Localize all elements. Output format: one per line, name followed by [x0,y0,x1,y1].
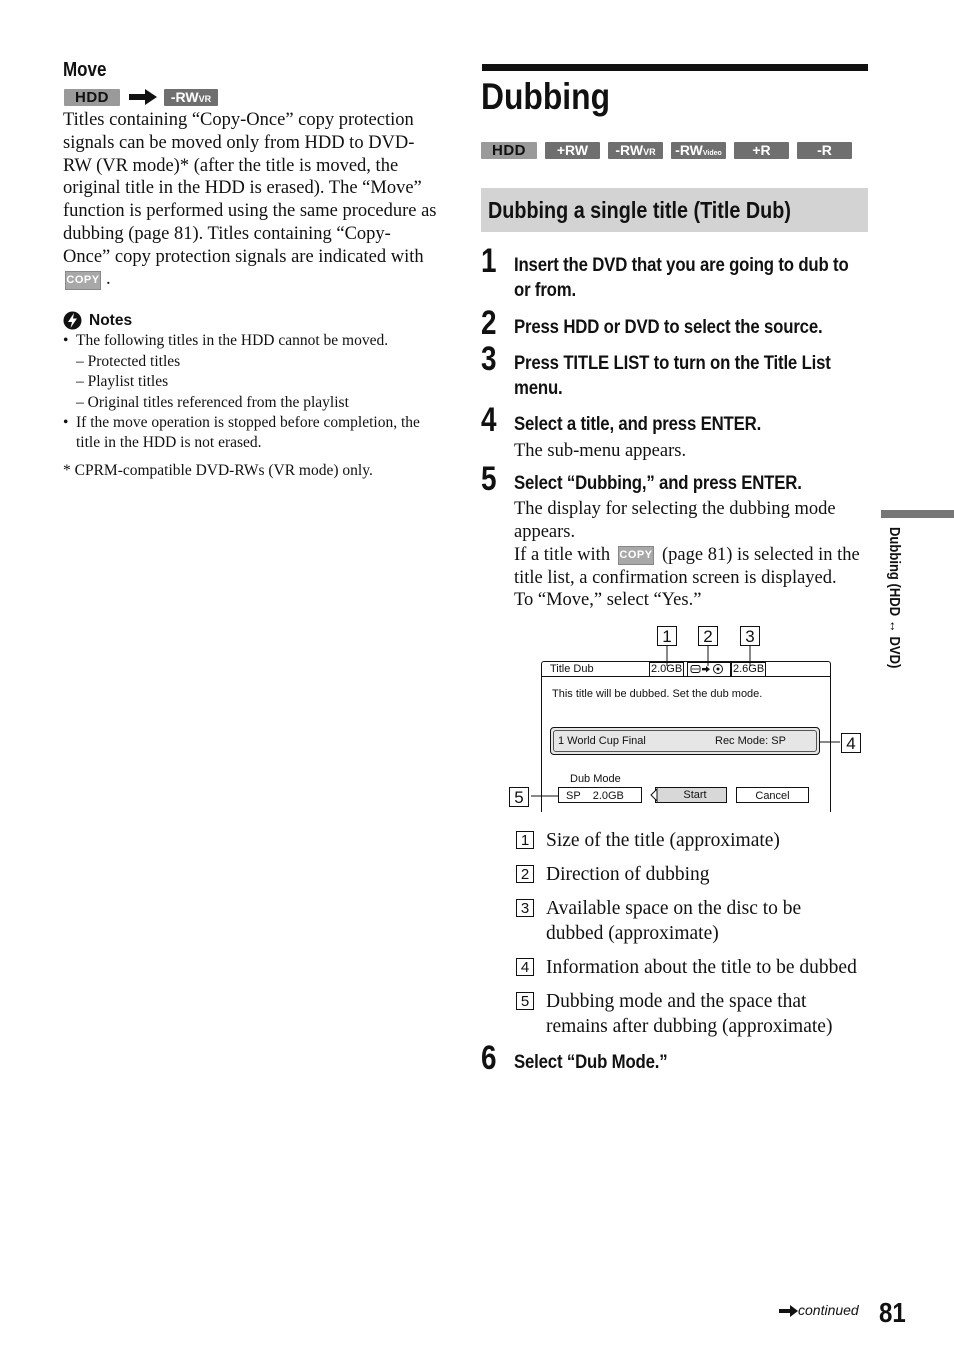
side-tab-label: Dubbing (HDD ↔ DVD) [886,527,902,669]
step-body: The sub-menu appears. [514,441,687,461]
rwvr-badge-main: -RW [615,142,644,158]
copy-badge: COPY [65,271,101,290]
move-line: original title in the HDD is erased). The “Move” [63,178,422,199]
start-button[interactable]: Start [683,789,707,801]
page-title: Dubbing [481,76,611,117]
step-body: To “Move,” select “Yes.” [514,590,702,610]
copy-badge: COPY [618,546,654,565]
step-body: The display for selecting the dubbing mode [514,499,836,519]
note-bullet: • [63,414,69,431]
screen-title-bar-line [541,676,831,677]
continued-arrow-icon [779,1305,799,1317]
note-subitem: – Playlist titles [76,373,169,390]
notes-heading: Notes [89,312,133,329]
plus-r-badge: +R [734,142,789,159]
legend-number: 1 [516,831,534,849]
note-text: If the move operation is stopped before completion, the [76,414,420,431]
step-number: 5 [481,460,497,498]
step-number: 4 [481,401,497,439]
rwvideo-badge-sub: Video [702,150,722,157]
step-heading [514,351,882,401]
title-size: 2.0GB [651,663,683,675]
step-heading: Select “Dub Mode.” [514,1051,668,1073]
legend-text: Size of the title (approximate) [546,830,780,851]
callout-2: 2 [698,626,718,646]
legend-number: 4 [516,958,534,976]
step-body: (page 81) is selected in the [662,545,860,565]
note-text: title in the HDD is not erased. [76,434,262,451]
move-line: dubbing (page 81). Titles containing “Copy- [63,223,391,244]
step-number: 6 [481,1039,497,1077]
legend-text: Direction of dubbing [546,864,710,885]
rec-mode: Rec Mode: SP [715,735,786,747]
hdd-badge: HDD [64,89,120,106]
minus-r-badge: -R [797,142,852,159]
step-body: appears. [514,522,576,542]
callout-3: 3 [740,626,760,646]
notes-icon [63,311,82,330]
screen-message: This title will be dubbed. Set the dub mode. [552,688,763,700]
note-subitem: – Original titles referenced from the playlist [76,394,349,411]
step-body: title list, a confirmation screen is displayed. [514,568,837,588]
plus-rw-badge: +RW [545,142,600,159]
note-text: The following titles in the HDD cannot be moved. [76,332,389,349]
title-name: 1 World Cup Final [558,735,646,747]
move-paragraph [63,109,463,269]
rwvr-badge-sub: VR [198,94,212,104]
hdd-to-dvd-icon [689,663,729,675]
disc-space: 2.6GB [733,663,765,675]
move-line: Titles containing “Copy-Once” copy protection [63,110,414,130]
rwvr-badge [608,142,663,159]
dub-mode-label: Dub Mode [570,773,621,785]
period: . [106,269,111,289]
step-heading: Press HDD or DVD to select the source. [514,316,823,338]
arrow-right-icon [128,88,158,106]
move-line: signals can be moved only from HDD to DVD- [63,132,415,153]
rwvr-badge [164,89,218,106]
screen-title: Title Dub [550,663,594,675]
step-number: 2 [481,304,497,342]
step-heading: Select a title, and press ENTER. [514,413,762,435]
move-line: function is performed using the same procedure as [63,201,437,222]
move-line: RW (VR mode)* (after the title is moved, the [63,155,399,176]
callout-1: 1 [657,626,677,646]
move-heading: Move [63,59,107,81]
title-rule [482,64,868,71]
hdd-badge: HDD [481,142,537,159]
step-number: 1 [481,242,497,280]
step-heading [514,253,903,303]
rwvideo-badge-main: -RW [675,142,703,158]
legend-text: Information about the title to be dubbed [546,957,857,978]
step-line: menu. [514,377,563,399]
cancel-button[interactable]: Cancel [736,787,809,803]
note-bullet: • [63,332,69,349]
legend-text: Available space on the disc to be dubbed (approximate) [546,898,802,944]
dub-mode-value[interactable]: SP 2.0GB [558,787,642,803]
page-number: 81 [879,1297,906,1328]
footnote: * CPRM-compatible DVD-RWs (VR mode) only. [63,462,373,479]
legend-number: 5 [516,992,534,1010]
rwvr-badge-main: -RW [170,89,199,105]
callout-5: 5 [509,787,529,807]
legend-number: 3 [516,899,534,917]
callout-4: 4 [841,733,861,753]
step-heading: Select “Dubbing,” and press ENTER. [514,472,802,494]
step-line: or from. [514,279,576,301]
step-body: If a title with [514,545,611,565]
rwvr-badge-sub: VR [643,147,656,157]
step-line: Insert the DVD that you are going to dub to [514,254,849,276]
legend-number: 2 [516,865,534,883]
legend-text: Dubbing mode and the space that remains after dubbing (approximate) [546,991,833,1037]
note-subitem: – Protected titles [76,353,181,370]
continued-label: continued [798,1302,859,1318]
side-tab-bar [881,510,954,518]
step-line: Press TITLE LIST to turn on the Title List [514,352,831,374]
step-number: 3 [481,340,497,378]
move-line: Once” copy protection signals are indicated with [63,246,424,267]
section-heading: Dubbing a single title (Title Dub) [488,197,791,223]
rwvideo-badge [671,142,726,159]
